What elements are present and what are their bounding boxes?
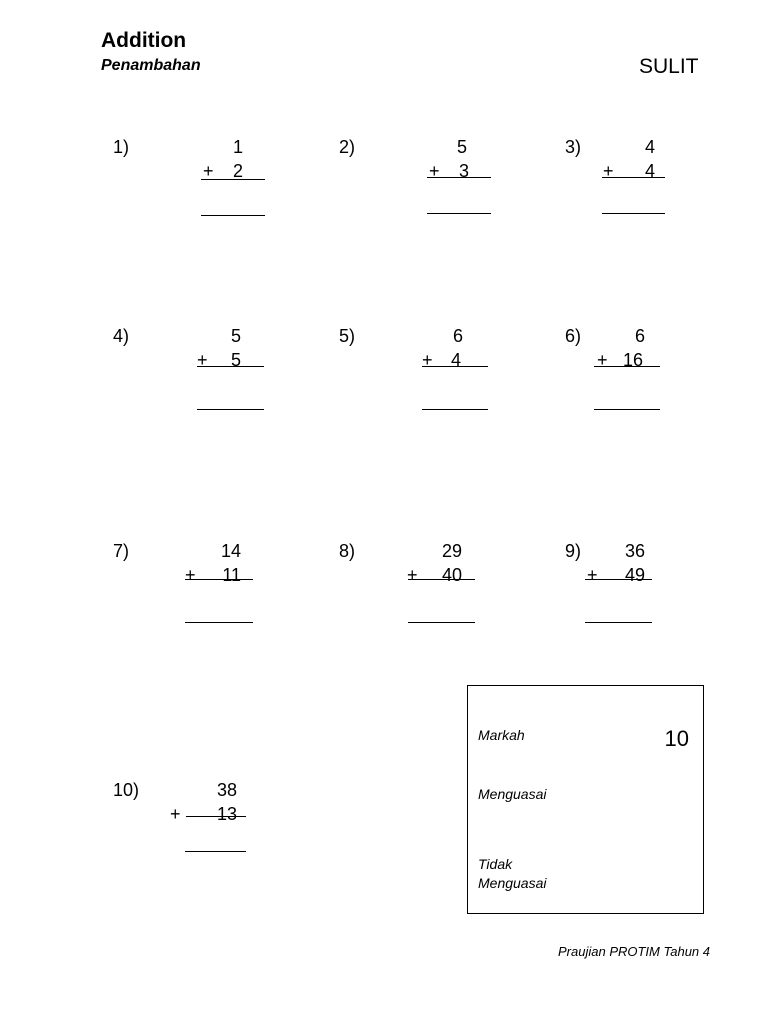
- problem-bottom-operand: 4: [450, 350, 461, 370]
- problem-1: [113, 137, 313, 237]
- answer-line[interactable]: [602, 213, 665, 214]
- problem-number: 10): [113, 780, 140, 800]
- classification-label: SULIT: [639, 55, 699, 78]
- sum-line: [186, 816, 246, 817]
- plus-sign: +: [197, 350, 208, 370]
- answer-line[interactable]: [427, 213, 491, 214]
- problem-bottom-operand: 49: [624, 565, 645, 585]
- problem-number: 2): [339, 137, 356, 157]
- problem-number: 5): [339, 326, 356, 346]
- markah-label: Markah: [478, 727, 525, 743]
- plus-sign: +: [170, 804, 181, 824]
- problem-top-operand: 5: [230, 326, 241, 346]
- problem-number: 9): [565, 541, 582, 561]
- problem-7: [113, 541, 313, 641]
- plus-sign: +: [603, 161, 614, 181]
- problem-3: [565, 137, 765, 237]
- problem-bottom-operand: 40: [441, 565, 462, 585]
- plus-sign: +: [429, 161, 440, 181]
- problem-number: 8): [339, 541, 356, 561]
- problem-6: [565, 326, 765, 426]
- answer-line[interactable]: [185, 851, 246, 852]
- answer-line[interactable]: [585, 622, 652, 623]
- problem-number: 3): [565, 137, 582, 157]
- sum-line: [422, 366, 488, 367]
- answer-line[interactable]: [594, 409, 660, 410]
- plus-sign: +: [597, 350, 608, 370]
- sum-line: [585, 579, 652, 580]
- answer-line[interactable]: [197, 409, 264, 410]
- problem-top-operand: 5: [456, 137, 467, 157]
- problem-bottom-operand: 3: [458, 161, 469, 181]
- answer-line[interactable]: [422, 409, 488, 410]
- menguasai-label: Menguasai: [478, 786, 547, 802]
- sum-line: [185, 579, 253, 580]
- problem-top-operand: 6: [634, 326, 645, 346]
- problem-bottom-operand: 4: [644, 161, 655, 181]
- problem-5: [339, 326, 539, 426]
- problem-bottom-operand: 16: [622, 350, 643, 370]
- problem-top-operand: 4: [644, 137, 655, 157]
- plus-sign: +: [203, 161, 214, 181]
- problem-number: 6): [565, 326, 582, 346]
- sum-line: [201, 179, 265, 180]
- mark-box: [467, 685, 704, 914]
- problem-top-operand: 14: [220, 541, 241, 561]
- plus-sign: +: [407, 565, 418, 585]
- problem-number: 1): [113, 137, 130, 157]
- sum-line: [408, 579, 475, 580]
- problem-top-operand: 38: [216, 780, 237, 800]
- problem-2: [339, 137, 539, 237]
- sum-line: [197, 366, 264, 367]
- answer-line[interactable]: [185, 622, 253, 623]
- sum-line: [602, 177, 665, 178]
- sum-line: [594, 366, 660, 367]
- problem-top-operand: 1: [232, 137, 243, 157]
- problem-number: 4): [113, 326, 130, 346]
- problem-8: [339, 541, 539, 641]
- sum-line: [427, 177, 491, 178]
- tidak-label: Tidak: [478, 856, 513, 872]
- problem-top-operand: 36: [624, 541, 645, 561]
- problem-top-operand: 6: [452, 326, 463, 346]
- problem-10: [113, 780, 313, 880]
- problem-number: 7): [113, 541, 130, 561]
- problem-top-operand: 29: [441, 541, 462, 561]
- plus-sign: +: [422, 350, 433, 370]
- plus-sign: +: [185, 565, 196, 585]
- problem-bottom-operand: 13: [216, 804, 237, 824]
- problem-9: [565, 541, 765, 641]
- plus-sign: +: [587, 565, 598, 585]
- total-score: 10: [664, 726, 689, 751]
- answer-line[interactable]: [408, 622, 475, 623]
- worksheet-subtitle: Penambahan: [101, 57, 201, 74]
- tidak-menguasai-label: Menguasai: [478, 875, 547, 891]
- problem-bottom-operand: 5: [230, 350, 241, 370]
- problem-bottom-operand: 11: [222, 565, 241, 585]
- answer-line[interactable]: [201, 215, 265, 216]
- problem-bottom-operand: 2: [232, 161, 243, 181]
- worksheet-title: Addition: [101, 29, 187, 52]
- problem-4: [113, 326, 313, 426]
- footer-text: Praujian PROTIM Tahun 4: [558, 944, 710, 959]
